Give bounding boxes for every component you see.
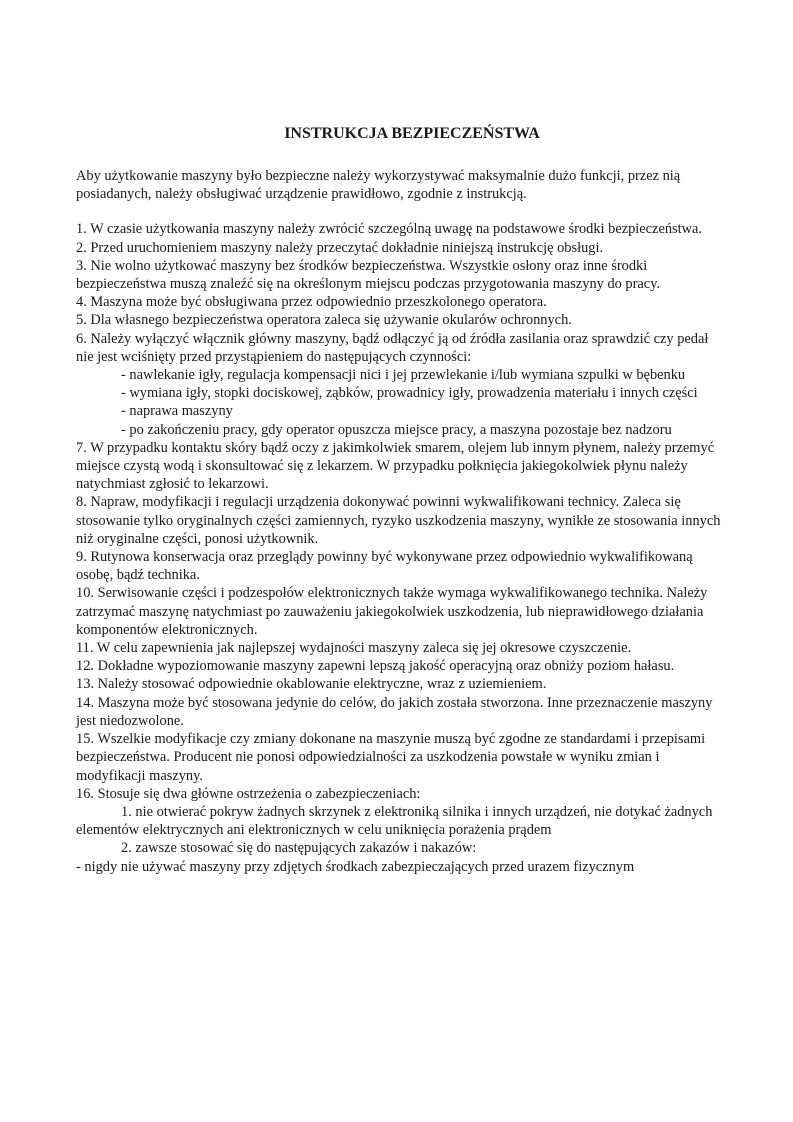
instruction-item-16: 16. Stosuje się dwa główne ostrzeżenia o zabezpieczeniach: bbox=[76, 785, 421, 802]
instruction-item-10: 10. Serwisowanie części i podzespołów elektronicznych także wymaga wykwalifikowanego technika. Należy zatrzymać maszynę natychmiast po zauważeniu jakiegokolwiek uszkodzenia, lub nieprawidłowego działania komponentów elektronicznych. bbox=[76, 585, 708, 638]
instruction-item-3: 3. Nie wolno użytkować maszyny bez środków bezpieczeństwa. Wszystkie osłony oraz inne środki bezpieczeństwa muszą znaleźć się na określonym miejscu podczas przygotowania maszyny do pracy. bbox=[76, 257, 661, 293]
instruction-item-16-sub-2: 2. zawsze stosować się do następujących zakazów i nakazów: bbox=[121, 840, 477, 857]
intro-paragraph: Aby użytkowanie maszyny było bezpieczne należy wykorzystywać maksymalnie dużo funkcji, przez nią posiadanych, należy obsługiwać urządzenie prawidłowo, zgodnie z instrukcją. bbox=[76, 168, 681, 203]
instruction-item-2: 2. Przed uruchomieniem maszyny należy przeczytać dokładnie niniejszą instrukcję obsługi. bbox=[76, 239, 604, 256]
instruction-item-13: 13. Należy stosować odpowiednie okablowanie elektryczne, wraz z uziemieniem. bbox=[76, 676, 547, 693]
instruction-item-6-sub-3: - naprawa maszyny bbox=[121, 403, 233, 420]
instruction-item-6-sub-4: - po zakończeniu pracy, gdy operator opuszcza miejsce pracy, a maszyna pozostaje bez nadzoru bbox=[121, 421, 672, 438]
instruction-item-6-sub-1: - nawlekanie igły, regulacja kompensacji nici i jej przewlekanie i/lub wymiana szpulki w bębenku bbox=[121, 367, 686, 384]
instruction-item-14: 14. Maszyna może być stosowana jedynie do celów, do jakich została stworzona. Inne przeznaczenie maszyny jest niedozwolone. bbox=[76, 694, 713, 729]
instruction-item-7: 7. W przypadku kontaktu skóry bądź oczy z jakimkolwiek smarem, olejem lub innym płynem, należy przemyć miejsce czystą wodą i skonsultować się z lekarzem. W przypadku połknięcia jakiegokolwiek płynu należy natychmiast zgłosić to lekarzowi. bbox=[76, 439, 715, 493]
instruction-item-4: 4. Maszyna może być obsługiwana przez odpowiednio przeszkolonego operatora. bbox=[76, 294, 547, 311]
instruction-item-6: 6. Należy wyłączyć włącznik główny maszyny, bądź odłączyć ją od źródła zasilania oraz sprawdzić czy pedał nie jest wciśnięty przed przystąpieniem do następujących czynności: bbox=[76, 330, 709, 365]
instruction-item-15: 15. Wszelkie modyfikacje czy zmiany dokonane na maszynie muszą być zgodne ze standardami i przepisami bezpieczeństwa. Producent nie ponosi odpowiedzialności za uszkodzenia powstałe w wyniku zmian i modyfikacji maszyny. bbox=[76, 731, 706, 784]
instruction-item-6-sub-2: - wymiana igły, stopki dociskowej, ząbków, prowadnicy igły, prowadzenia materiału i innych części bbox=[121, 385, 698, 402]
instruction-item-5: 5. Dla własnego bezpieczeństwa operatora zaleca się używanie okularów ochronnych. bbox=[76, 312, 572, 329]
instruction-item-8: 8. Napraw, modyfikacji i regulacji urządzenia dokonywać powinni wykwalifikowani technicy. Zaleca się stosowanie tylko oryginalnych części zamiennych, ryzyko uszkodzenia maszyny, wynikłe ze stosowania innych niż oryginalne części, ponosi użytkownik. bbox=[76, 494, 721, 547]
instruction-item-1: 1. W czasie użytkowania maszyny należy zwrócić szczególną uwagę na podstawowe środki bezpieczeństwa. bbox=[76, 221, 703, 238]
instruction-item-12: 12. Dokładne wypoziomowanie maszyny zapewni lepszą jakość operacyjną oraz obniży poziom hałasu. bbox=[76, 658, 675, 675]
instruction-item-16-dash-1: - nigdy nie używać maszyny przy zdjętych środkach zabezpieczających przed urazem fizycznym bbox=[76, 858, 635, 875]
document-page bbox=[76, 124, 726, 876]
instruction-item-11: 11. W celu zapewnienia jak najlepszej wydajności maszyny zaleca się jej okresowe czyszczenie. bbox=[76, 640, 632, 657]
instruction-item-16-sub-1: 1. nie otwierać pokryw żadnych skrzynek z elektroniką silnika i innych urządzeń, nie dotykać żadnych elementów elektrycznych ani elektronicznych w celu uniknięcia porażenia prądem bbox=[76, 803, 713, 839]
document-title: INSTRUKCJA BEZPIECZEŃSTWA bbox=[284, 125, 540, 142]
instruction-item-9: 9. Rutynowa konserwacja oraz przeglądy powinny być wykonywane przez odpowiednio wykwalifikowaną osobę, bądź technika. bbox=[76, 549, 693, 584]
